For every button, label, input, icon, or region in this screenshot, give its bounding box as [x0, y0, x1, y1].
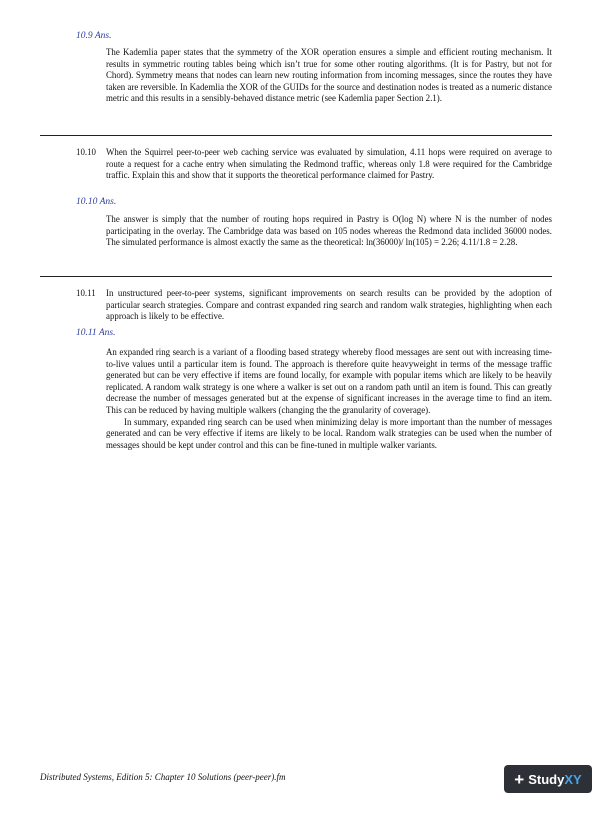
- answer-label-10-10: 10.10 Ans.: [76, 197, 117, 207]
- question-number-10-11: 10.11: [76, 288, 96, 298]
- answer-label-10-9: 10.9 Ans.: [76, 31, 112, 41]
- section-divider: [40, 276, 552, 277]
- logo-word-study: Study: [528, 771, 565, 787]
- answer-block-10-11: [106, 347, 552, 451]
- logo-word-xy: XY: [564, 771, 582, 787]
- plus-icon: +: [514, 769, 525, 789]
- answer-text-10-10: The answer is simply that the number of routing hops required in Pastry is O(log N) where N is the number of nodes participating in the overlay. The Cambridge data was based on 105 nodes whereas the Redmond data inclided 36000 nodes. The simulated performance is almost exactly the same as the theoretical: ln(36000)/ ln(105) = 2.26; 4.11/1.8 = 2.28.: [106, 214, 552, 248]
- page-footer: Distributed Systems, Edition 5: Chapter 10 Solutions (peer-peer).fm: [40, 772, 286, 782]
- question-text-10-11: In unstructured peer-to-peer systems, significant improvements on search results can be provided by the adoption of particular search strategies. Compare and contrast expanded ring search and random walk strategies, highlighting when each approach is likely to be effective.: [106, 288, 552, 322]
- question-text-10-10: When the Squirrel peer-to-peer web caching service was evaluated by simulation, 4.11 hops were required on average to route a request for a cache entry when simulating the Redmond traffic, whereas only 1.8 were required for the Cambridge traffic. Explain this and show that it supports the theoretical performance claimed for Pastry.: [106, 147, 552, 181]
- answer-label-10-11: 10.11 Ans.: [76, 328, 116, 338]
- studyxy-logo: [504, 765, 592, 793]
- question-number-10-10: 10.10: [76, 147, 96, 157]
- answer-text-10-9: The Kademlia paper states that the symmetry of the XOR operation ensures a simple and efficient routing mechanism. It results in symmetric routing tables being which isn’t true for some other routing algorithms. (It is for Pastry, but not for Chord). Symmetry means that nodes can learn new routing information from incoming messages, since the routes they have taken are reversible. In Kademlia the XOR of the GUIDs for the source and destination nodes is treated as a numeric distance metric and this results in a sensibly-behaved distance metric (see Kademlia paper Section 2.1).: [106, 47, 552, 104]
- answer-paragraph-1: An expanded ring search is a variant of a flooding based strategy whereby flood messages are sent out with increasing time-to-live values until a particular item is found. The approach is therefore quite heavyweight in terms of the message traffic generated but can be very effective if items are found locally, for example with popular items which are likely to be heavily replicated. A random walk strategy is one where a walker is set out on a random path until an item is found. This can greatly decrease the number of messages generated but at the expense of significant increases in the average time to find an item. This can be reduced by having multiple walkers (changing the the granularity of coverage).: [106, 347, 552, 415]
- answer-paragraph-2: In summary, expanded ring search can be used when minimizing delay is more important than the number of messages generated and can be very effective if items are likely to be local. Random walk strategies can be used when the number of messages should be kept under control and this can be fine-tuned in multiple walker variants.: [106, 416, 552, 450]
- section-divider: [40, 135, 552, 136]
